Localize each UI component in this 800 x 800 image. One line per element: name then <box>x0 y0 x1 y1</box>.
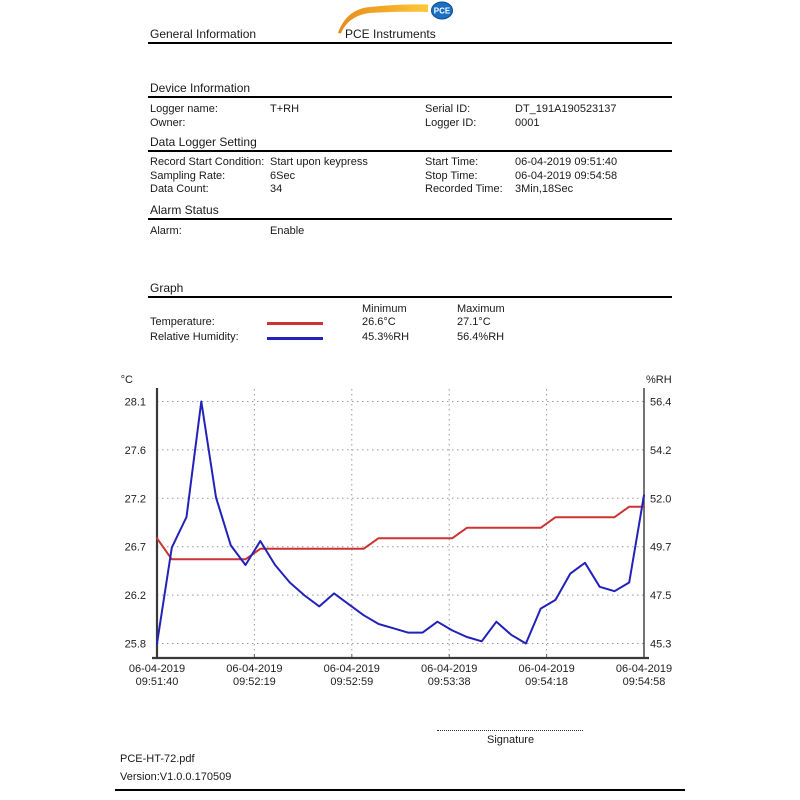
legend-max-temperature: 27.1°C <box>457 316 491 328</box>
page-title: General Information <box>150 27 257 41</box>
field-value: Enable <box>270 225 305 237</box>
field-label: Owner: <box>150 116 186 129</box>
x-tick-time: 09:53:38 <box>427 676 471 688</box>
y-right-axis-unit: %RH <box>646 374 672 386</box>
y-left-axis-unit: °C <box>120 374 133 386</box>
x-tick-date: 06-04-2019 <box>128 663 186 675</box>
field-label: Serial ID: <box>425 103 471 115</box>
y-right-tick-label: 54.2 <box>650 444 672 457</box>
field-label: Logger ID: <box>425 116 477 129</box>
field-label: Data Count: <box>150 183 209 195</box>
legend-min-temperature: 26.6°C <box>362 316 396 328</box>
field-value: 0001 <box>515 116 540 129</box>
footer-version: Version:V1.0.0.170509 <box>120 771 232 783</box>
y-left-tick-label: 27.6 <box>124 444 146 457</box>
footer-rule <box>115 789 685 791</box>
x-tick-time: 09:51:40 <box>135 676 179 688</box>
legend-col-minimum: Minimum <box>362 303 407 315</box>
graph-rule <box>148 296 672 298</box>
legend-label-temperature: Temperature: <box>150 316 215 328</box>
field-label: Start Time: <box>425 156 479 168</box>
device-rule <box>148 96 672 98</box>
footer-file-name: PCE-HT-72.pdf <box>120 753 195 765</box>
y-right-tick-label: 47.5 <box>650 590 672 603</box>
y-left-tick-label: 25.8 <box>124 638 146 651</box>
legend-min-humidity: 45.3%RH <box>362 331 410 343</box>
series-line-relative-humidity <box>157 402 644 644</box>
section-title-settings: Data Logger Setting <box>150 135 257 149</box>
field-label: Logger name: <box>150 103 218 115</box>
legend-col-maximum: Maximum <box>457 303 505 315</box>
x-tick-date: 06-04-2019 <box>323 663 380 675</box>
signature-label: Signature <box>487 734 535 746</box>
field-label: Alarm: <box>150 225 182 237</box>
x-tick-date: 06-04-2019 <box>421 663 478 675</box>
field-value: 34 <box>270 183 283 195</box>
legend-swatch-temperature <box>267 322 323 325</box>
field-label: Sampling Rate: <box>150 169 226 182</box>
x-tick-time: 09:52:19 <box>232 676 276 688</box>
section-title-device: Device Information <box>150 81 251 95</box>
alarm-rule <box>148 218 672 220</box>
x-tick-time: 09:54:58 <box>622 676 666 688</box>
field-value: 06-04-2019 09:51:40 <box>515 156 618 168</box>
y-right-tick-label: 56.4 <box>650 396 672 409</box>
x-tick-date: 06-04-2019 <box>226 663 283 675</box>
x-tick-time: 09:54:18 <box>525 676 569 688</box>
y-left-tick-label: 28.1 <box>124 396 146 409</box>
y-right-tick-label: 52.0 <box>650 493 672 506</box>
x-tick-date: 06-04-2019 <box>518 663 575 675</box>
logo-badge-text: PCE <box>433 6 451 16</box>
y-left-tick-label: 26.7 <box>124 541 146 554</box>
legend-max-humidity: 56.4%RH <box>457 331 505 343</box>
brand-name: PCE Instruments <box>345 27 436 41</box>
field-value: Start upon keypress <box>270 156 368 168</box>
series-line-temperature <box>157 507 644 560</box>
field-value: T+RH <box>270 103 300 115</box>
settings-rule <box>148 150 672 152</box>
y-left-tick-label: 26.2 <box>124 590 146 603</box>
y-right-tick-label: 45.3 <box>650 638 672 651</box>
field-value: 3Min,18Sec <box>515 183 574 195</box>
field-label: Recorded Time: <box>425 183 503 195</box>
legend-label-humidity: Relative Humidity: <box>150 331 239 343</box>
logger-line-chart <box>100 360 680 695</box>
field-label: Stop Time: <box>425 169 478 182</box>
field-value: 06-04-2019 09:54:58 <box>515 169 618 182</box>
section-title-alarm: Alarm Status <box>150 203 219 217</box>
field-label: Record Start Condition: <box>150 156 265 168</box>
x-tick-time: 09:52:59 <box>330 676 374 688</box>
legend-swatch-humidity <box>267 337 323 340</box>
signature-line <box>437 730 583 731</box>
header-rule <box>148 42 672 44</box>
x-tick-date: 06-04-2019 <box>615 663 673 675</box>
section-title-graph: Graph <box>150 281 184 295</box>
y-right-tick-label: 49.7 <box>650 541 672 554</box>
field-value: 6Sec <box>270 169 296 182</box>
y-left-tick-label: 27.2 <box>124 493 146 506</box>
field-value: DT_191A190523137 <box>515 103 617 115</box>
